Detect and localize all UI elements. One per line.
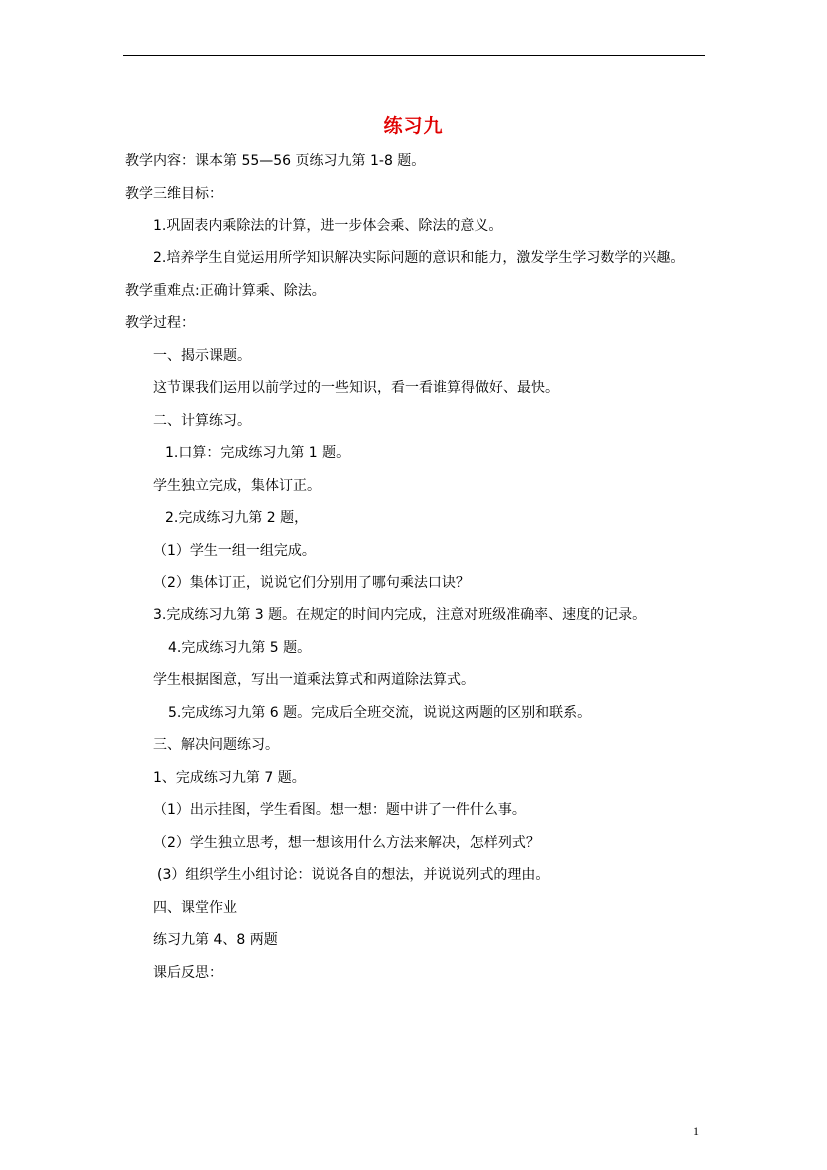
document-title: 练习九 [383, 115, 444, 137]
exercise-item-4: 4.完成练习九第 5 题。 [168, 640, 312, 656]
header-rule [123, 55, 705, 56]
goal-item-2: 2.培养学生自觉运用所学知识解决实际问题的意识和能力，激发学生学习数学的兴趣。 [153, 250, 685, 266]
key-points-line: 教学重难点:正确计算乘、除法。 [125, 283, 326, 299]
exercise-item-2: 2.完成练习九第 2 题， [165, 510, 309, 526]
problem-item-1-sub-3: (3）组织学生小组讨论：说说各自的想法，并说说列式的理由。 [157, 867, 550, 883]
section-4-heading: 四、课堂作业 [153, 900, 237, 916]
exercise-item-1-note: 学生独立完成，集体订正。 [153, 478, 321, 494]
problem-item-1-sub-2: （2）学生独立思考，想一想该用什么方法来解决，怎样列式？ [153, 835, 540, 851]
section-1-heading: 一、揭示课题。 [153, 348, 251, 364]
goal-item-1: 1.巩固表内乘除法的计算，进一步体会乘、除法的意义。 [153, 218, 503, 234]
teaching-goals-heading: 教学三维目标： [125, 186, 223, 202]
section-3-heading: 三、解决问题练习。 [153, 737, 279, 753]
exercise-item-5: 5.完成练习九第 6 题。完成后全班交流，说说这两题的区别和联系。 [168, 705, 592, 721]
homework-line: 练习九第 4、8 两题 [153, 932, 278, 948]
section-2-heading: 二、计算练习。 [153, 413, 251, 429]
problem-item-1: 1、完成练习九第 7 题。 [153, 770, 306, 786]
section-1-text: 这节课我们运用以前学过的一些知识，看一看谁算得做好、最快。 [153, 380, 559, 396]
teaching-process-heading: 教学过程： [125, 315, 195, 331]
page-number: 1 [693, 1124, 699, 1138]
exercise-item-1: 1.口算：完成练习九第 1 题。 [165, 445, 351, 461]
teaching-content-line: 教学内容：课本第 55—56 页练习九第 1-8 题。 [125, 153, 426, 169]
exercise-item-2-sub-1: （1）学生一组一组完成。 [153, 543, 316, 559]
exercise-item-4-note: 学生根据图意，写出一道乘法算式和两道除法算式。 [153, 672, 475, 688]
reflection-heading: 课后反思： [153, 965, 223, 981]
exercise-item-3: 3.完成练习九第 3 题。在规定的时间内完成，注意对班级准确率、速度的记录。 [153, 607, 647, 623]
problem-item-1-sub-1: （1）出示挂图，学生看图。想一想：题中讲了一件什么事。 [153, 802, 526, 818]
exercise-item-2-sub-2: （2）集体订正，说说它们分别用了哪句乘法口诀？ [153, 575, 470, 591]
